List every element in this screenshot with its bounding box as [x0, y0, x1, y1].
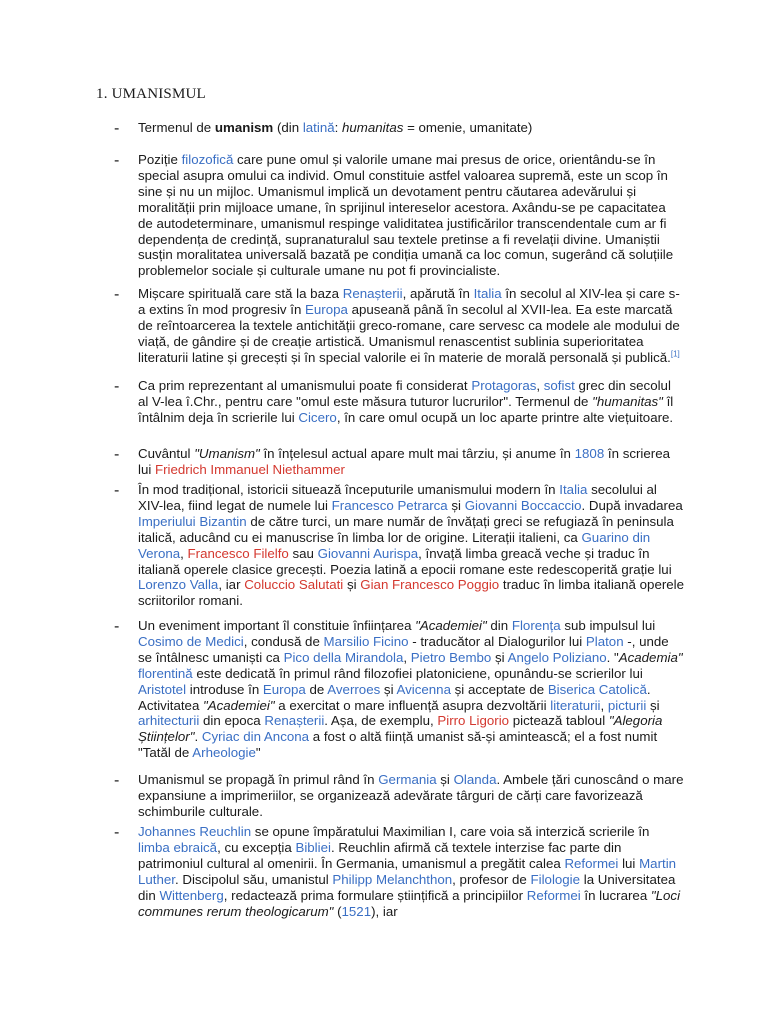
paragraph-definition — [138, 120, 684, 136]
text-run: și acceptate de — [450, 681, 548, 697]
text-run: , profesor de — [452, 871, 531, 887]
text-run: ( — [333, 903, 342, 919]
bullet-item-academy — [114, 618, 684, 761]
wiki-link[interactable]: Protagoras — [471, 378, 537, 393]
wiki-link[interactable]: arhitecturii — [138, 713, 200, 729]
wiki-link[interactable]: Germania — [378, 772, 437, 787]
paragraph-reuchlin — [138, 824, 684, 919]
wiki-link-missing[interactable]: Gian Francesco Poggio — [360, 577, 500, 593]
wiki-link[interactable]: Biserica Catolică — [547, 681, 647, 697]
text-run: , — [600, 697, 608, 713]
text-run: - traducător al Dialogurilor lui — [408, 633, 586, 649]
wiki-link[interactable]: Filologie — [530, 871, 581, 887]
text-run: a exercitat o mare influență asupra dezvoltării — [274, 697, 551, 713]
wiki-link[interactable]: Olanda — [453, 772, 497, 787]
wiki-link[interactable]: Lorenzo Valla — [138, 577, 219, 593]
text-run: a fost o altă ființă umanist să-și amintească; el a fost numit "Tatăl de — [138, 729, 658, 761]
section-heading: 1. UMANISMUL — [96, 86, 206, 102]
text-run: sau — [288, 545, 318, 561]
text-run: , condusă de — [243, 633, 324, 649]
text-run: , apărută în — [402, 286, 474, 301]
wiki-link[interactable]: Europa — [305, 301, 348, 317]
text-run: Termenul de — [138, 120, 215, 135]
text-run: , — [180, 545, 188, 561]
wiki-link[interactable]: Pico della Mirandola — [283, 649, 404, 665]
paragraph-academy — [138, 618, 684, 761]
bullet-item-reuchlin — [114, 824, 684, 919]
text-run: , în care omul ocupă un loc aparte printre alte viețuitoare. — [336, 409, 674, 425]
wiki-link[interactable]: Florența — [511, 618, 561, 633]
wiki-link[interactable]: limba ebraică — [138, 839, 218, 855]
text-run: . Activitatea — [138, 681, 651, 713]
wiki-link[interactable]: Cosimo de Medici — [138, 633, 244, 649]
text-run: care pune omul și valorile umane mai presus de orice, orientându-se în special asupra omului ca individ. Omul constituie astfel valoarea supremă, este un scop în sine și nu un mijloc. Umanismul implică un devotament pentru căutarea adevărului și moralității prin mijloace umane, în sprijinul intereselor acestora. Axându-se pe capacitatea de autodeterminare, umanismul respinge validitatea justificărilor transcendentale cum ar fi dependența de credință, supranaturalul sau textele pretinse a fi revelații divine. Umaniștii susțin moralitatea universală bazată pe condiția umană ca loc comun, sugerând că soluțiile problemelor sociale și culturale umane nu pot fi provincialiste. — [138, 152, 674, 279]
text-run: . Discipolul său, umanistul — [174, 871, 333, 887]
bullet-dash: - — [114, 446, 120, 463]
wiki-link[interactable]: Arheologie — [192, 745, 256, 761]
text-run: Mișcare spirituală care stă la baza — [138, 286, 343, 301]
text-run: . Așa, de exemplu, — [324, 713, 438, 729]
text-run: lui — [618, 855, 640, 871]
paragraph-term-origin — [138, 446, 684, 478]
italic-text: "humanitas" — [592, 393, 663, 409]
wiki-link[interactable]: florentină — [138, 665, 193, 681]
italic-text: "Loci communes rerum theologicarum" — [138, 887, 681, 919]
wiki-link[interactable]: latină — [302, 120, 335, 135]
wiki-link[interactable]: Platon — [585, 633, 624, 649]
text-run: și — [436, 772, 454, 787]
text-run: : — [334, 120, 343, 135]
wiki-link-missing[interactable]: Coluccio Salutati — [244, 577, 344, 593]
text-run: de către turci, un mare număr de învățați greci se refugiază în peninsula italică, aducând cu ei manuscrise în limba lor de origine. Literații italieni, ca — [138, 513, 674, 545]
text-run: grec din secolul al V-lea î.Chr., pentru care "omul este măsura tuturor lucrurilor". Termenul de — [138, 378, 671, 409]
text-run: și — [343, 577, 361, 593]
wiki-link[interactable]: Cyriac din Ancona — [201, 729, 310, 745]
wiki-link[interactable]: Marsilio Ficino — [323, 633, 409, 649]
wiki-link[interactable]: Guarino din Verona — [138, 529, 651, 561]
bullet-dash: - — [114, 152, 120, 169]
wiki-link[interactable]: Italia — [559, 482, 588, 497]
text-run: se opune împăratului Maximilian I, care voia să interzică scrierile în — [251, 824, 650, 839]
wiki-link[interactable]: Avicenna — [396, 681, 451, 697]
text-run: . " — [606, 649, 619, 665]
italic-text: Academia" — [618, 649, 683, 665]
bullet-item-italy — [114, 482, 684, 609]
wiki-link[interactable]: Martin Luther — [138, 855, 677, 887]
text-run: -, unde se întâlnesc umaniști ca — [138, 633, 669, 665]
bullet-dash: - — [114, 772, 120, 789]
paragraph-philosophy — [138, 152, 684, 279]
italic-text: humanitas — [342, 120, 404, 135]
text-run: " — [255, 745, 261, 761]
text-run: și — [646, 697, 660, 713]
wiki-link[interactable]: literaturii — [550, 697, 601, 713]
text-run: , — [403, 649, 411, 665]
text-run: este dedicată în primul rând filozofiei platoniciene, opunându-se scrierilor lui — [192, 665, 643, 681]
paragraph-italy — [138, 482, 684, 609]
text-run: . Reuchlin afirmă că textele interzise fac parte din patrimoniul cultural al omenirii. În Germania, umanismul a pregătit calea — [138, 839, 622, 871]
bullet-dash: - — [114, 824, 120, 841]
wiki-link[interactable]: Wittenberg — [159, 887, 224, 903]
bullet-dash: - — [114, 286, 120, 303]
wiki-link[interactable]: Europa — [262, 681, 306, 697]
text-run: Un eveniment important îl constituie înființarea — [138, 618, 416, 633]
text-run: pictează tabloul — [509, 713, 609, 729]
text-run: secolului al XIV-lea, fiind legat de numele lui — [138, 482, 657, 513]
text-run: și — [491, 649, 508, 665]
bullet-dash: - — [114, 482, 120, 499]
bullet-item-philosophy — [114, 152, 684, 279]
paragraph-germany — [138, 772, 684, 820]
text-run: în scrierea lui — [138, 446, 671, 477]
text-run: apuseană până în secolul al XVII-lea. Ea este marcată de reîntoarcerea la textele antichității greco-romane, care servesc ca modele ale modului de viață, de gândire și de creație artistică. Umanismul renascentist sublinia superioritatea literaturii latine și grecești și în special valorile ei în materie de morală personală și publică. — [138, 301, 680, 365]
wiki-link[interactable]: Reformei — [564, 855, 619, 871]
wiki-link-missing[interactable]: Francesco Filelfo — [187, 545, 289, 561]
wiki-link[interactable]: Italia — [473, 286, 502, 301]
wiki-link[interactable]: Reformei — [526, 887, 581, 903]
text-run: , — [536, 378, 544, 393]
bullet-dash: - — [114, 618, 120, 635]
wiki-link[interactable]: Philipp Melanchthon — [332, 871, 453, 887]
text-run: în înțelesul actual apare mult mai târziu, și anume în — [259, 446, 575, 461]
bullet-item-protagoras — [114, 378, 684, 426]
text-run: de — [305, 681, 328, 697]
wiki-link[interactable]: Bibliei — [295, 839, 331, 855]
text-run: . Ambele țări cunoscând o mare expansiune a imprimeriilor, se organizează adevărate târguri de cărți care favorizează schimburile culturale. — [138, 772, 684, 819]
text-run: ), iar — [371, 903, 398, 919]
text-run: În mod tradițional, istoricii situează începuturile umanismului modern în — [138, 482, 560, 497]
italic-text: "Academiei" — [203, 697, 275, 713]
wiki-link[interactable]: Angelo Poliziano — [507, 649, 607, 665]
footnote-reference[interactable]: [1] — [670, 349, 680, 359]
text-run: din — [486, 618, 512, 633]
text-run: în lucrarea — [580, 887, 651, 903]
text-run: sub impulsul lui — [560, 618, 656, 633]
bullet-item-renaissance — [114, 286, 684, 366]
wiki-link[interactable]: Renașterii — [342, 286, 403, 301]
text-run: , cu excepția — [217, 839, 296, 855]
wiki-link[interactable]: Giovanni Boccaccio — [464, 497, 582, 513]
bullet-item-definition — [114, 120, 684, 136]
text-run: (din — [273, 120, 303, 135]
text-run: în secolul al XIV-lea și care s-a extins în mod progresiv în — [138, 286, 680, 317]
text-run: , redactează prima formulare științifică a principiilor — [223, 887, 527, 903]
wiki-link[interactable]: Pietro Bembo — [410, 649, 492, 665]
wiki-link[interactable]: Giovanni Aurispa — [317, 545, 419, 561]
wiki-link[interactable]: picturii — [607, 697, 647, 713]
text-run: = omenie, umanitate) — [403, 120, 533, 135]
text-run: și — [380, 681, 397, 697]
text-run: . — [194, 729, 202, 745]
wiki-link[interactable]: 1521 — [341, 903, 372, 919]
bullet-dash: - — [114, 378, 120, 395]
text-run: Ca prim reprezentant al umanismului poate fi considerat — [138, 378, 472, 393]
wiki-link[interactable]: Johannes Reuchlin — [138, 824, 252, 839]
paragraph-renaissance — [138, 286, 684, 366]
text-run: Poziție — [138, 152, 182, 167]
wiki-link[interactable]: Imperiului Bizantin — [138, 513, 247, 529]
bold-term: umanism — [214, 120, 274, 135]
italic-text: "Umanism" — [194, 446, 260, 461]
wiki-link[interactable]: Francesco Petrarca — [331, 497, 448, 513]
bullet-item-germany — [114, 772, 684, 820]
paragraph-protagoras — [138, 378, 684, 426]
text-run: traduc în limba italiană operele scriitorilor romani. — [138, 577, 685, 609]
wiki-link-missing[interactable]: Pirro Ligorio — [437, 713, 510, 729]
wiki-link[interactable]: filozofică — [181, 152, 234, 167]
text-run: îl întâlnim deja în scrierile lui — [138, 393, 674, 425]
wiki-link[interactable]: Cicero — [298, 409, 337, 425]
text-run: introduse în — [186, 681, 263, 697]
bullet-dash: - — [114, 120, 120, 137]
wiki-link[interactable]: Aristotel — [138, 681, 187, 697]
wiki-link[interactable]: Renașterii — [264, 713, 325, 729]
italic-text: "Academiei" — [415, 618, 487, 633]
text-run: din epoca — [199, 713, 265, 729]
bullet-item-term-origin — [114, 446, 684, 478]
wiki-link[interactable]: 1808 — [574, 446, 605, 461]
italic-text: "Alegoria Științelor" — [138, 713, 663, 745]
wiki-link[interactable]: Averroes — [327, 681, 381, 697]
text-run: Umanismul se propagă în primul rând în — [138, 772, 379, 787]
text-run: , învață limba greacă veche și traduc în italiană operele clasice grecești. Poezia latină a epocii romane este redescoperită grație lui — [138, 545, 672, 577]
wiki-link[interactable]: sofist — [543, 378, 575, 393]
wiki-link-missing[interactable]: Friedrich Immanuel Niethammer — [155, 461, 345, 477]
text-run: . După invadarea — [581, 497, 683, 513]
text-run: la Universitatea din — [138, 871, 676, 903]
text-run: Cuvântul — [138, 446, 195, 461]
text-run: și — [447, 497, 465, 513]
text-run: , iar — [218, 577, 245, 593]
